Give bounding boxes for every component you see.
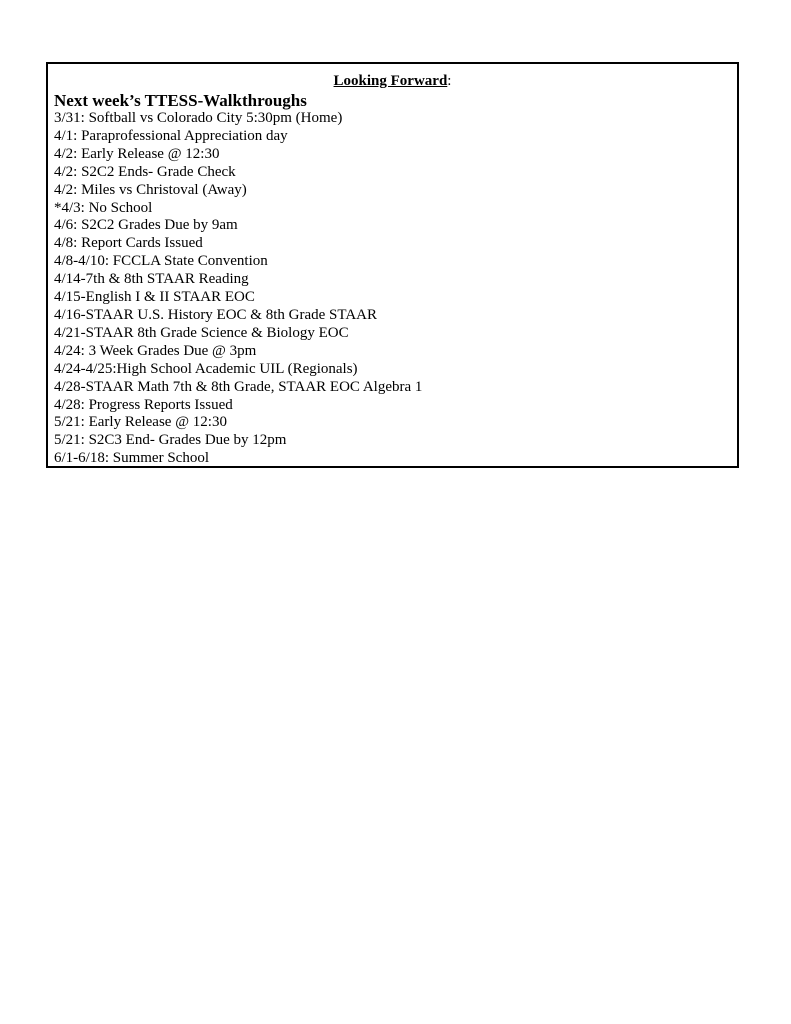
event-item: 4/2: Early Release @ 12:30 — [54, 145, 220, 162]
section-heading: Next week’s TTESS-Walkthroughs — [54, 91, 307, 110]
event-item: 4/14-7th & 8th STAAR Reading — [54, 271, 249, 288]
event-item: 4/15-English I & II STAAR EOC — [54, 289, 255, 306]
event-item: 4/2: S2C2 Ends- Grade Check — [54, 163, 236, 180]
page-title — [54, 72, 731, 90]
event-list — [54, 110, 731, 468]
event-item: 3/31: Softball vs Colorado City 5:30pm (Home) — [54, 110, 343, 126]
event-item: 4/8: Report Cards Issued — [54, 235, 203, 252]
event-item: 4/24: 3 Week Grades Due @ 3pm — [54, 342, 257, 359]
event-item: 4/21-STAAR 8th Grade Science & Biology EOC — [54, 324, 349, 341]
event-item: 5/21: Early Release @ 12:30 — [54, 414, 227, 431]
event-item: 4/16-STAAR U.S. History EOC & 8th Grade STAAR — [54, 306, 378, 323]
title-text: Looking Forward — [333, 73, 448, 89]
event-item: 4/28-STAAR Math 7th & 8th Grade, STAAR EOC Algebra 1 — [54, 378, 423, 395]
title-colon: : — [447, 73, 452, 89]
event-item: 4/24-4/25:High School Academic UIL (Regionals) — [54, 360, 358, 377]
event-item: 6/1-6/18: Summer School — [54, 450, 209, 467]
event-item: *4/3: No School — [54, 199, 153, 216]
event-item: 4/2: Miles vs Christoval (Away) — [54, 181, 247, 198]
event-item: 4/28: Progress Reports Issued — [54, 396, 233, 413]
looking-forward-box — [46, 62, 739, 468]
event-item: 4/1: Paraprofessional Appreciation day — [54, 127, 288, 144]
event-item: 5/21: S2C3 End- Grades Due by 12pm — [54, 432, 287, 449]
event-item: 4/6: S2C2 Grades Due by 9am — [54, 217, 238, 234]
event-item: 4/8-4/10: FCCLA State Convention — [54, 253, 268, 270]
